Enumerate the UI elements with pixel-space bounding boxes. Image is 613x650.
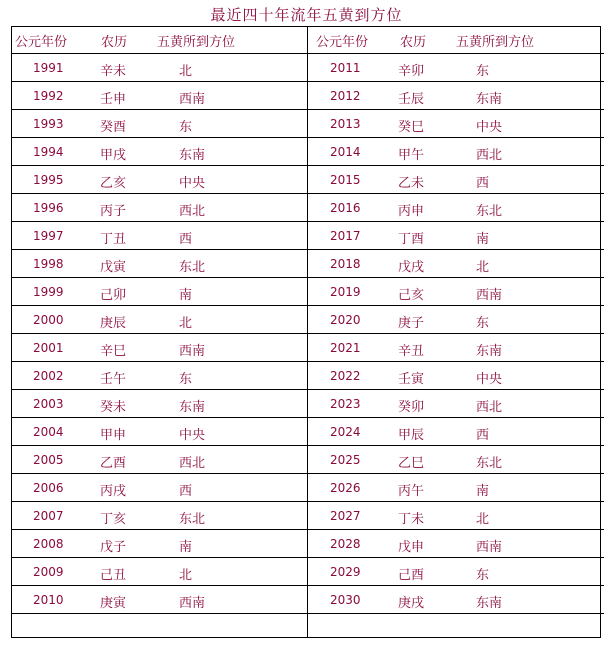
header-year: 公元年份 — [15, 35, 68, 50]
direction-cell: 西南 — [179, 344, 206, 359]
year-cell: 1996 — [33, 201, 64, 215]
left-table — [11, 26, 307, 614]
year-cell: 2012 — [330, 89, 361, 103]
lunar-cell: 乙未 — [398, 176, 425, 191]
year-cell: 2001 — [33, 341, 64, 355]
table-row — [11, 138, 307, 166]
direction-cell: 西北 — [179, 204, 206, 219]
year-cell: 1993 — [33, 117, 64, 131]
direction-cell: 西 — [179, 232, 193, 247]
header-year: 公元年份 — [316, 35, 369, 50]
lunar-cell: 壬午 — [100, 372, 127, 387]
year-cell: 2005 — [33, 453, 64, 467]
lunar-cell: 己酉 — [398, 568, 425, 583]
direction-cell: 西 — [476, 176, 490, 191]
year-cell: 2015 — [330, 173, 361, 187]
table-row — [308, 82, 604, 110]
table-row — [308, 390, 604, 418]
table-row — [11, 502, 307, 530]
lunar-cell: 辛丑 — [398, 344, 425, 359]
direction-cell: 南 — [179, 288, 193, 303]
lunar-cell: 乙亥 — [100, 176, 127, 191]
lunar-cell: 丙午 — [398, 484, 425, 499]
lunar-cell: 丙子 — [100, 204, 127, 219]
year-cell: 2014 — [330, 145, 361, 159]
table-row — [308, 110, 604, 138]
lunar-cell: 癸卯 — [398, 400, 425, 415]
lunar-cell: 辛卯 — [398, 64, 425, 79]
year-cell: 2003 — [33, 397, 64, 411]
lunar-cell: 己亥 — [398, 288, 425, 303]
table-row — [11, 166, 307, 194]
lunar-cell: 乙巳 — [398, 456, 425, 471]
lunar-cell: 戊戌 — [398, 260, 425, 275]
lunar-cell: 癸巳 — [398, 120, 425, 135]
direction-cell: 东南 — [179, 400, 206, 415]
direction-cell: 西北 — [179, 456, 206, 471]
lunar-cell: 甲申 — [100, 428, 127, 443]
direction-cell: 东 — [476, 316, 490, 331]
table-row — [11, 334, 307, 362]
direction-cell: 东北 — [179, 260, 206, 275]
direction-cell: 中央 — [476, 120, 503, 135]
lunar-cell: 庚戌 — [398, 596, 425, 611]
lunar-cell: 甲戌 — [100, 148, 127, 163]
year-cell: 2023 — [330, 397, 361, 411]
table-row — [308, 586, 604, 614]
right-table — [308, 26, 604, 614]
year-cell: 2021 — [330, 341, 361, 355]
year-cell: 2017 — [330, 229, 361, 243]
table-row — [11, 474, 307, 502]
direction-cell: 东 — [476, 64, 490, 79]
lunar-cell: 丁酉 — [398, 232, 425, 247]
year-cell: 2025 — [330, 453, 361, 467]
header-lunar: 农历 — [101, 35, 128, 50]
table-row — [308, 222, 604, 250]
year-cell: 2024 — [330, 425, 361, 439]
year-cell: 2027 — [330, 509, 361, 523]
direction-cell: 中央 — [179, 428, 206, 443]
right-rows — [308, 54, 604, 614]
year-cell: 2030 — [330, 593, 361, 607]
year-cell: 2011 — [330, 61, 361, 75]
left-rows — [11, 54, 307, 614]
table-row — [308, 334, 604, 362]
lunar-cell: 乙酉 — [100, 456, 127, 471]
table-row — [11, 390, 307, 418]
lunar-cell: 壬辰 — [398, 92, 425, 107]
year-cell: 2016 — [330, 201, 361, 215]
table-row — [11, 110, 307, 138]
direction-cell: 西 — [476, 428, 490, 443]
direction-cell: 东北 — [476, 204, 503, 219]
table-row — [308, 474, 604, 502]
year-cell: 2029 — [330, 565, 361, 579]
direction-cell: 东南 — [179, 148, 206, 163]
direction-cell: 东 — [179, 372, 193, 387]
lunar-cell: 戊申 — [398, 540, 425, 555]
lunar-cell: 辛巳 — [100, 344, 127, 359]
table-row — [308, 194, 604, 222]
year-cell: 2020 — [330, 313, 361, 327]
year-cell: 2002 — [33, 369, 64, 383]
table-row — [11, 530, 307, 558]
direction-cell: 南 — [179, 540, 193, 555]
direction-cell: 中央 — [179, 176, 206, 191]
direction-cell: 东南 — [476, 344, 503, 359]
direction-cell: 西南 — [179, 92, 206, 107]
year-cell: 1991 — [33, 61, 64, 75]
direction-cell: 东 — [476, 568, 490, 583]
table-row — [11, 250, 307, 278]
lunar-cell: 癸未 — [100, 400, 127, 415]
year-cell: 2018 — [330, 257, 361, 271]
year-cell: 1995 — [33, 173, 64, 187]
table-row — [11, 446, 307, 474]
lunar-cell: 辛未 — [100, 64, 127, 79]
direction-cell: 西 — [179, 484, 193, 499]
table-row — [11, 586, 307, 614]
year-cell: 2013 — [330, 117, 361, 131]
lunar-cell: 戊子 — [100, 540, 127, 555]
direction-cell: 北 — [179, 64, 193, 79]
header-lunar: 农历 — [400, 35, 427, 50]
table-row — [11, 54, 307, 82]
direction-cell: 中央 — [476, 372, 503, 387]
table-row — [308, 530, 604, 558]
direction-cell: 南 — [476, 484, 490, 499]
year-cell: 2004 — [33, 425, 64, 439]
table-row — [11, 362, 307, 390]
table-row — [308, 250, 604, 278]
year-cell: 2022 — [330, 369, 361, 383]
lunar-cell: 丙申 — [398, 204, 425, 219]
table-row — [308, 558, 604, 586]
table-row — [308, 446, 604, 474]
table-row — [308, 54, 604, 82]
table-row — [308, 502, 604, 530]
table-row — [11, 82, 307, 110]
year-cell: 1997 — [33, 229, 64, 243]
table-row — [308, 362, 604, 390]
year-cell: 2010 — [33, 593, 64, 607]
lunar-cell: 壬寅 — [398, 372, 425, 387]
year-cell: 2006 — [33, 481, 64, 495]
table-row — [11, 418, 307, 446]
direction-cell: 东北 — [476, 456, 503, 471]
lunar-cell: 丁未 — [398, 512, 425, 527]
lunar-cell: 丙戌 — [100, 484, 127, 499]
direction-cell: 北 — [476, 260, 490, 275]
table-row — [11, 222, 307, 250]
lunar-cell: 癸酉 — [100, 120, 127, 135]
table-row — [308, 418, 604, 446]
lunar-cell: 壬申 — [100, 92, 127, 107]
header-direction: 五黄所到方位 — [157, 35, 236, 50]
direction-cell: 西北 — [476, 400, 503, 415]
year-cell: 2019 — [330, 285, 361, 299]
table-row — [308, 278, 604, 306]
table-row — [11, 306, 307, 334]
year-cell: 2007 — [33, 509, 64, 523]
year-cell: 2008 — [33, 537, 64, 551]
lunar-cell: 丁亥 — [100, 512, 127, 527]
year-cell: 1999 — [33, 285, 64, 299]
year-cell: 2009 — [33, 565, 64, 579]
table-row — [308, 138, 604, 166]
table-row — [11, 278, 307, 306]
lunar-cell: 庚寅 — [100, 596, 127, 611]
table-row — [11, 194, 307, 222]
left-header-row — [11, 26, 307, 54]
year-cell: 2028 — [330, 537, 361, 551]
lunar-cell: 庚子 — [398, 316, 425, 331]
page-title: 最近四十年流年五黄到方位 — [210, 6, 403, 24]
direction-cell: 东北 — [179, 512, 206, 527]
direction-cell: 东南 — [476, 596, 503, 611]
direction-cell: 西北 — [476, 148, 503, 163]
direction-cell: 西南 — [476, 288, 503, 303]
year-cell: 1994 — [33, 145, 64, 159]
direction-cell: 南 — [476, 232, 490, 247]
direction-cell: 东 — [179, 120, 193, 135]
lunar-cell: 戊寅 — [100, 260, 127, 275]
year-cell: 2026 — [330, 481, 361, 495]
year-cell: 1992 — [33, 89, 64, 103]
year-cell: 2000 — [33, 313, 64, 327]
year-cell: 1998 — [33, 257, 64, 271]
direction-cell: 西南 — [476, 540, 503, 555]
table-row — [308, 166, 604, 194]
header-direction: 五黄所到方位 — [456, 35, 535, 50]
direction-cell: 北 — [179, 568, 193, 583]
lunar-cell: 庚辰 — [100, 316, 127, 331]
table-row — [11, 558, 307, 586]
direction-cell: 西南 — [179, 596, 206, 611]
right-header-row — [308, 26, 604, 54]
direction-cell: 北 — [179, 316, 193, 331]
table-row — [308, 306, 604, 334]
direction-cell: 北 — [476, 512, 490, 527]
lunar-cell: 己卯 — [100, 288, 127, 303]
lunar-cell: 甲午 — [398, 148, 425, 163]
direction-cell: 东南 — [476, 92, 503, 107]
lunar-cell: 己丑 — [100, 568, 127, 583]
lunar-cell: 甲辰 — [398, 428, 425, 443]
lunar-cell: 丁丑 — [100, 232, 127, 247]
